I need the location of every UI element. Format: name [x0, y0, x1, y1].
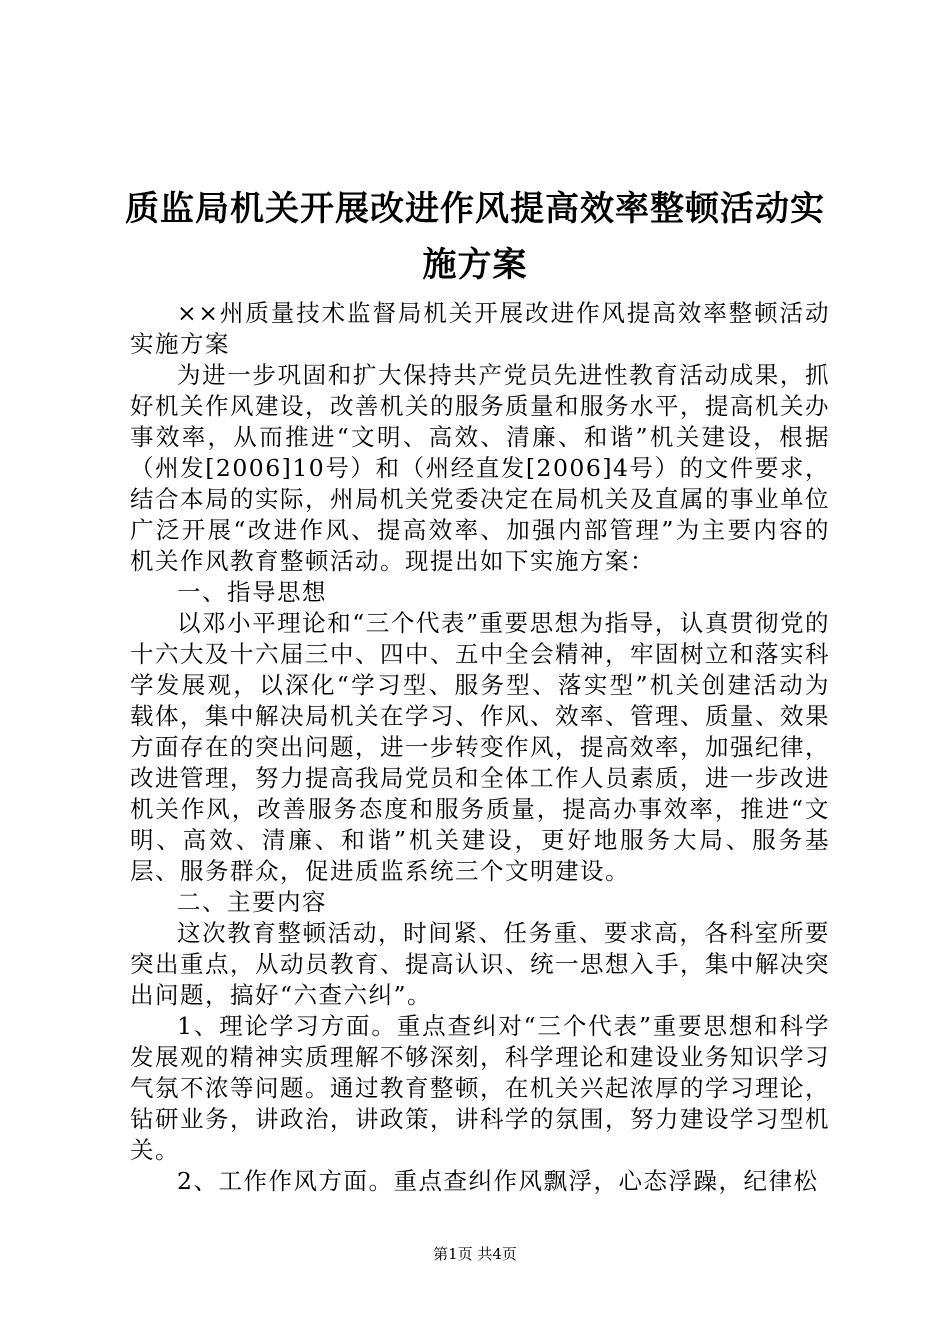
doc-subtitle-paragraph: ××州质量技术监督局机关开展改进作风提高效率整顿活动实施方案	[130, 299, 830, 358]
item-theory-study-paragraph: 1、理论学习方面。重点查纠对“三个代表”重要思想和科学发展观的精神实质理解不够深刻，科学理论和建设业务知识学习气氛不浓等问题。通过教育整顿，在机关兴起浓厚的学习理论，钻研业务，讲政治，讲政策，讲科学的氛围，努力建设学习型机关。	[130, 1012, 830, 1164]
document-body	[130, 298, 830, 1197]
main-content-paragraph: 这次教育整顿活动，时间紧、任务重、要求高，各科室所要突出重点，从动员教育、提高认识、统一思想入手，集中解决突出问题，搞好“六查六纠”。	[130, 919, 830, 1009]
item-work-style-paragraph: 2、工作作风方面。重点查纠作风飘浮，心态浮躁，纪律松	[177, 1167, 819, 1195]
page-footer: 第1页 共4页	[433, 1245, 517, 1263]
intro-paragraph: 为进一步巩固和扩大保持共产党员先进性教育活动成果，抓好机关作风建设，改善机关的服务质量和服务水平，提高机关办事效率，从而推进“文明、高效、清廉、和谐”机关建设，根据（州发[2006]10号）和（州经直发[2006]4号）的文件要求，结合本局的实际，州局机关党委决定在局机关及直属的事业单位广泛开展“改进作风、提高效率、加强内部管理”为主要内容的机关作风教育整顿活动。现提出如下实施方案：	[130, 361, 830, 575]
guiding-ideology-paragraph: 以邓小平理论和“三个代表”重要思想为指导，认真贯彻党的十六大及十六届三中、四中、五中全会精神，牢固树立和落实科学发展观，以深化“学习型、服务型、落实型”机关创建活动为载体，集中解决局机关在学习、作风、效率、管理、质量、效果方面存在的突出问题，进一步转变作风，提高效率，加强纪律，改进管理，努力提高我局党员和全体工作人员素质，进一步改进机关作风，改善服务态度和服务质量，提高办事效率，推进“文明、高效、清廉、和谐”机关建设，更好地服务大局、服务基层、服务群众，促进质监系统三个文明建设。	[130, 609, 830, 885]
section-heading-guiding-ideology: 一、指导思想	[177, 578, 327, 606]
document-title: 质监局机关开展改进作风提高效率整顿活动实施方案	[125, 189, 825, 285]
section-heading-main-content: 二、主要内容	[177, 888, 327, 916]
